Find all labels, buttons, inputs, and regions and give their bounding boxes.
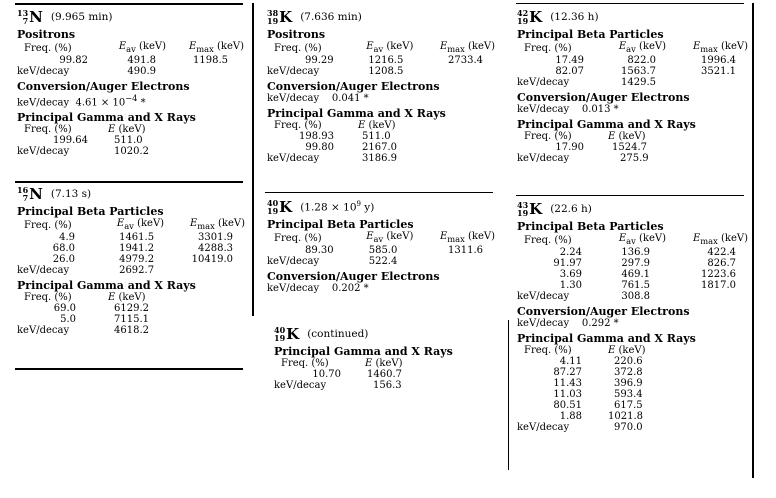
table-row: 17.90 1524.7 [555, 142, 647, 153]
entry-k40-continued: 40 19 K (continued) Principal Gamma and X Rays Freq. (%) E (keV) 10.70 1460.7 keV/decay 156.3 [274, 324, 453, 391]
conv-line: keV/decay $4.61 \times 10^{-4}$ * [17, 93, 146, 109]
table-row: keV/decay 1429.5 [517, 77, 656, 88]
conv-line: keV/decay 0.202 * [267, 283, 369, 294]
table-row: 198.93 511.0 [299, 131, 391, 142]
col1-sep-rule [15, 181, 243, 183]
table-row: keV/decay 275.9 [517, 153, 649, 164]
col3-sep-rule [516, 195, 744, 196]
entry-k42: 42 19 K (12.36 h) Principal Beta Particles Freq. (%) $E_{av}$ (keV) $E_{max}$ (keV) 17.49 822.0 1996.4 82.07 1563.7 3521.1 keV/decay 1429.5 Conversion/Auger Electrons keV/decay 0.013 * Principal Gamma and X Rays Freq. (%) E (keV) 17.90 1524.7 keV/decay 275.9 [517, 7, 748, 164]
gamma-table: Freq. (%) E (keV) 198.93 511.0 99.80 2167.0 keV/decay 3186.9 [267, 120, 428, 164]
positron-table: Freq. (%) $E_{av}$ (keV) $E_{max}$ (keV) 99.29 1216.5 2733.4 keV/decay 1208.5 [267, 41, 495, 77]
table-row: 11.03 593.4 [553, 389, 643, 400]
col1-bottom-rule [15, 368, 243, 370]
table-row: 69.0 6129.2 [53, 303, 149, 314]
beta-table: Freq. (%) $E_{av}$ (keV) $E_{max}$ (keV) 4.9 1461.5 3301.9 68.0 1941.2 4288.3 26.0 4979.2 10419.0 keV/decay 2692.7 [17, 218, 245, 276]
conv-line: keV/decay 0.292 * [517, 318, 619, 329]
table-row: 26.0 4979.2 10419.0 [52, 254, 233, 265]
positron-table: Freq. (%) $E_{av}$ (keV) $E_{max}$ (keV) 99.82 491.8 1198.5 keV/decay 490.9 [17, 41, 244, 77]
table-row: keV/decay 308.8 [517, 291, 650, 302]
table-row: 99.80 2167.0 [305, 142, 397, 153]
table-row: 1.88 1021.8 [559, 411, 643, 422]
conv-line: keV/decay 0.013 * [517, 104, 619, 115]
entry-n13: 13 7 N (9.965 min) Positrons Freq. (%) $E_{av}$ (keV) $E_{max}$ (keV) 99.82 491.8 1198.5 keV/decay 490.9 Conversion/Auger Electrons keV/decay $4.61 \times 10^{-4}$ * Principal Gamma and X Rays Freq. (%) E (keV) 199.64 511.0 keV/decay 1020.2 [17, 7, 244, 158]
table-row: 91.97 297.9 826.7 [553, 258, 736, 269]
table-row: keV/decay 970.0 [517, 422, 643, 433]
beta-table: Freq. (%) $E_{av}$ (keV) $E_{max}$ (keV) 17.49 822.0 1996.4 82.07 1563.7 3521.1 keV/decay 1429.5 [517, 41, 748, 88]
table-row: 11.43 396.9 [553, 378, 643, 389]
nuclide-title: 13 7 N (9.965 min) [17, 7, 113, 26]
table-row: 2.24 136.9 422.4 [559, 247, 736, 258]
entry-k43: 43 19 K (22.6 h) Principal Beta Particles Freq. (%) $E_{av}$ (keV) $E_{max}$ (keV) 2.24 136.9 422.4 91.97 297.9 826.7 3.69 469.1 1223.6 1.30 761.5 1817.0 keV/decay 308.8 Conversion/Auger Electrons keV/decay 0.292 * Principal Gamma and X Rays Freq. (%) E (keV) 4.11 220.6 87.27 372.8 11.43 396.9 11.03 593.4 80.51 617.5 1.88 1021.8 keV/decay 970.0 [517, 199, 748, 433]
entry-k40: 40 19 K ($1.28 \times 10^9$ y) Principal Beta Particles Freq. (%) $E_{av}$ (keV) $E_{max}$ (keV) 89.30 585.0 1311.6 keV/decay 522.4 Conversion/Auger Electrons keV/decay 0.202 * [267, 197, 495, 294]
table-row: 99.29 1216.5 2733.4 [305, 55, 483, 66]
table-row: 87.27 372.8 [553, 367, 643, 378]
table-row: 199.64 511.0 [53, 135, 143, 147]
section-title: Positrons [17, 28, 76, 41]
col1-top-rule [15, 3, 243, 5]
table-row: keV/decay 522.4 [267, 256, 398, 267]
gamma-table: Freq. (%) E (keV) 10.70 1460.7 keV/decay 156.3 [274, 358, 435, 391]
table-row: keV/decay 2692.7 [17, 265, 155, 276]
col2-sep-rule [265, 192, 493, 193]
gamma-table: Freq. (%) E (keV) 4.11 220.6 87.27 372.8 11.43 396.9 11.03 593.4 80.51 617.5 1.88 1021.8 keV/decay 970.0 [517, 345, 678, 433]
half-life: (9.965 min) [50, 10, 113, 23]
table-row: 99.82 491.8 1198.5 [59, 55, 228, 66]
table-row: 10.70 1460.7 [312, 369, 402, 380]
table-row: keV/decay 3186.9 [267, 153, 397, 164]
table-row: 4.9 1461.5 3301.9 [59, 232, 233, 243]
table-row: 5.0 7115.1 [60, 314, 149, 325]
gamma-table: Freq. (%) E (keV) 199.64 511.0 keV/decay 1020.2 [17, 124, 178, 157]
beta-table: Freq. (%) $E_{av}$ (keV) $E_{max}$ (keV) 2.24 136.9 422.4 91.97 297.9 826.7 3.69 469.1 1223.6 1.30 761.5 1817.0 keV/decay 308.8 [517, 233, 748, 302]
col3-vert-rule [752, 3, 754, 478]
gamma-table: Freq. (%) E (keV) 17.90 1524.7 keV/decay 275.9 [517, 131, 678, 164]
entry-n16: 16 7 N (7.13 s) Principal Beta Particles Freq. (%) $E_{av}$ (keV) $E_{max}$ (keV) 4.9 1461.5 3301.9 68.0 1941.2 4288.3 26.0 4979.2 10419.0 keV/decay 2692.7 Principal Gamma and X Rays Freq. (%) E (keV) 69.0 6129.2 5.0 7115.1 keV/decay 4618.2 [17, 184, 245, 336]
entry-k38: 38 19 K (7.636 min) Positrons Freq. (%) $E_{av}$ (keV) $E_{max}$ (keV) 99.29 1216.5 2733.4 keV/decay 1208.5 Conversion/Auger Electrons keV/decay 0.041 * Principal Gamma and X Rays Freq. (%) E (keV) 198.93 511.0 99.80 2167.0 keV/decay 3186.9 [267, 7, 495, 164]
table-row: keV/decay 1020.2 [17, 146, 149, 158]
table-row: keV/decay 156.3 [274, 380, 402, 391]
col1-vert-rule [252, 3, 254, 316]
table-row: 4.11 220.6 [559, 356, 643, 367]
table-row: 3.69 469.1 1223.6 [559, 269, 736, 280]
beta-table: Freq. (%) $E_{av}$ (keV) $E_{max}$ (keV) 89.30 585.0 1311.6 keV/decay 522.4 [267, 231, 495, 267]
table-row: keV/decay 1208.5 [267, 66, 404, 77]
table-row: 80.51 617.5 [553, 400, 643, 411]
table-row: keV/decay 4618.2 [17, 325, 149, 336]
gamma-table: Freq. (%) E (keV) 69.0 6129.2 5.0 7115.1 keV/decay 4618.2 [17, 292, 178, 336]
conv-line: keV/decay 0.041 * [267, 93, 369, 104]
table-row: 1.30 761.5 1817.0 [559, 280, 736, 291]
table-row: keV/decay 490.9 [17, 66, 156, 77]
col3-top-rule [516, 3, 744, 4]
col3-left-vert-rule [508, 320, 509, 470]
table-row: 68.0 1941.2 4288.3 [52, 243, 233, 254]
table-row: 17.49 822.0 1996.4 [555, 55, 736, 66]
table-row: 82.07 1563.7 3521.1 [555, 66, 736, 77]
table-row: 89.30 585.0 1311.6 [305, 245, 483, 256]
